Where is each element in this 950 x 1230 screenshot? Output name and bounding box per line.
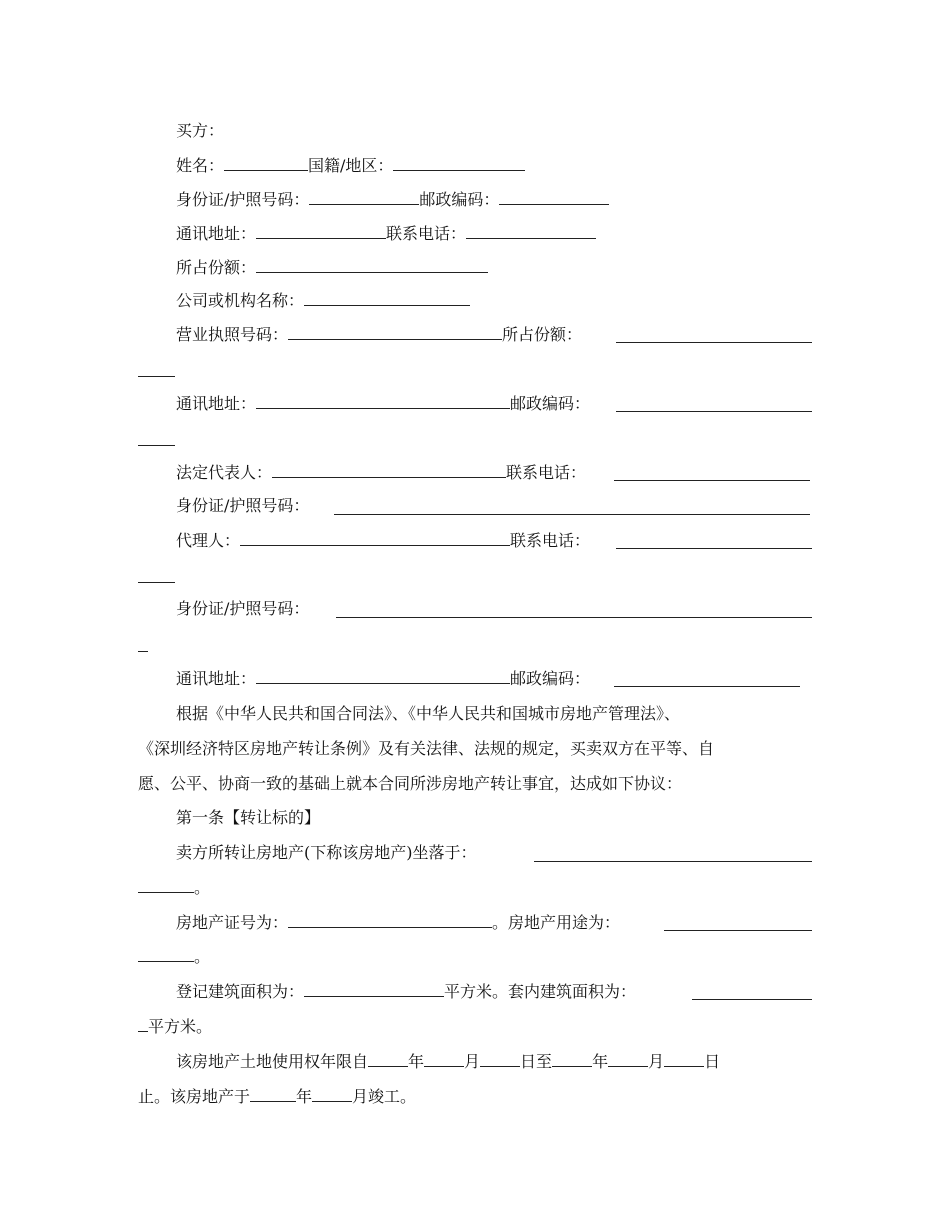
use-field[interactable] [664,930,812,931]
end-year-field[interactable] [552,1051,592,1067]
end-day-field[interactable] [664,1051,704,1067]
area-row [176,981,636,1002]
nationality-label: 国籍/地区： [308,156,394,175]
location-row-cont [138,877,210,898]
area-unit-2: 平方米。 [148,1017,213,1036]
postcode-field-2[interactable] [616,411,812,412]
location-field[interactable] [534,861,812,862]
id-label: 身份证/护照号码： [176,190,310,209]
inner-area-field-cont[interactable] [138,1016,148,1032]
land-term-row [176,1051,720,1072]
buyer-heading: 买方： [176,121,225,140]
inner-area-field[interactable] [692,999,812,1000]
address-label: 通讯地址： [176,224,257,243]
start-month-field[interactable] [424,1051,464,1067]
address-field-3[interactable] [256,668,510,684]
use-label: 。房地产用途为： [492,913,621,932]
year-label: 年 [408,1052,425,1071]
phone-label-3: 联系电话： [510,531,591,550]
buyer-id-row [176,189,609,210]
location-period: 。 [194,878,211,897]
buyer-name-row [176,155,525,176]
company-address-row [176,393,590,414]
share-field-2-cont[interactable] [138,376,175,377]
legal-rep-field[interactable] [272,462,506,478]
share-label: 所占份额： [176,258,257,277]
id-field-3[interactable] [336,617,812,618]
year-label-2: 年 [592,1052,609,1071]
use-row-cont [138,946,210,967]
agent-row [176,530,590,551]
id-field-2[interactable] [334,514,810,515]
day-to-label: 日至 [520,1052,553,1071]
agent-address-row [176,668,590,689]
completion-row [138,1086,416,1107]
id-label-3: 身份证/护照号码： [176,599,310,618]
area-unit-1: 平方米。套内建筑面积为： [444,982,637,1001]
company-field[interactable] [304,290,470,306]
cert-label: 房地产证号为： [176,913,289,932]
postcode-label-3: 邮政编码： [510,669,591,688]
start-year-field[interactable] [368,1051,408,1067]
stop-label: 止。该房地产于 [138,1087,251,1106]
agent-label: 代理人： [176,531,241,550]
month-label: 月 [464,1052,481,1071]
share-label-2: 所占份额： [502,325,583,344]
legal-rep-label: 法定代表人： [176,463,273,482]
preamble-line-3: 愿、公平、协商一致的基础上就本合同所涉房地产转让事宜，达成如下协议： [138,774,683,793]
name-field[interactable] [224,155,308,171]
phone-field-2[interactable] [614,480,810,481]
end-month-field[interactable] [608,1051,648,1067]
article-1-title: 第一条【转让标的】 [176,808,321,827]
address-field[interactable] [256,223,386,239]
legal-rep-id-row [176,496,309,516]
nationality-field[interactable] [393,155,525,171]
phone-field-3[interactable] [616,548,812,549]
address-field-2[interactable] [256,393,510,409]
land-label: 该房地产土地使用权年限自 [176,1052,369,1071]
phone-label: 联系电话： [386,224,467,243]
legal-rep-row [176,462,586,483]
share-field[interactable] [256,257,488,273]
preamble-line-2: 《深圳经济特区房地产转让条例》及有关法律、法规的规定，买卖双方在平等、自 [138,739,715,758]
id-label-2: 身份证/护照号码： [176,496,310,515]
postcode-field[interactable] [499,189,609,205]
buyer-share-row [176,257,488,278]
company-row [176,290,470,311]
license-row [176,324,582,345]
area-label: 登记建筑面积为： [176,982,305,1001]
location-label: 卖方所转让房地产(下称该房地产)坐落于： [176,843,477,862]
location-row [176,843,477,863]
start-day-field[interactable] [480,1051,520,1067]
completion-year-field[interactable] [250,1086,296,1102]
postcode-field-2-cont[interactable] [138,445,175,446]
cert-row [176,912,620,933]
preamble-line-1: 根据《中华人民共和国合同法》、《中华人民共和国城市房地产管理法》、 [176,704,681,723]
phone-label-2: 联系电话： [506,463,587,482]
completed-label: 月竣工。 [352,1087,417,1106]
postcode-label: 邮政编码： [419,190,500,209]
completion-month-field[interactable] [312,1086,352,1102]
license-label: 营业执照号码： [176,325,289,344]
cert-field[interactable] [288,912,492,928]
buyer-address-row [176,223,596,244]
phone-field-3-cont[interactable] [138,582,175,583]
license-field[interactable] [288,324,502,340]
address-label-2: 通讯地址： [176,394,257,413]
location-field-cont[interactable] [138,877,194,893]
month-label-2: 月 [648,1052,665,1071]
postcode-field-3[interactable] [614,686,800,687]
name-label: 姓名： [176,156,225,175]
year-label-3: 年 [296,1087,313,1106]
company-label: 公司或机构名称： [176,291,305,310]
id-field-3-cont[interactable] [138,651,148,652]
id-field[interactable] [309,189,419,205]
use-period: 。 [194,947,211,966]
day-end-label: 日 [704,1052,721,1071]
area-row-cont [138,1016,212,1037]
agent-id-row [176,599,309,619]
phone-field[interactable] [466,223,596,239]
agent-field[interactable] [240,530,510,546]
address-label-3: 通讯地址： [176,669,257,688]
postcode-label-2: 邮政编码： [510,394,591,413]
share-field-2[interactable] [616,342,812,343]
area-field[interactable] [304,981,444,997]
use-field-cont[interactable] [138,946,194,962]
